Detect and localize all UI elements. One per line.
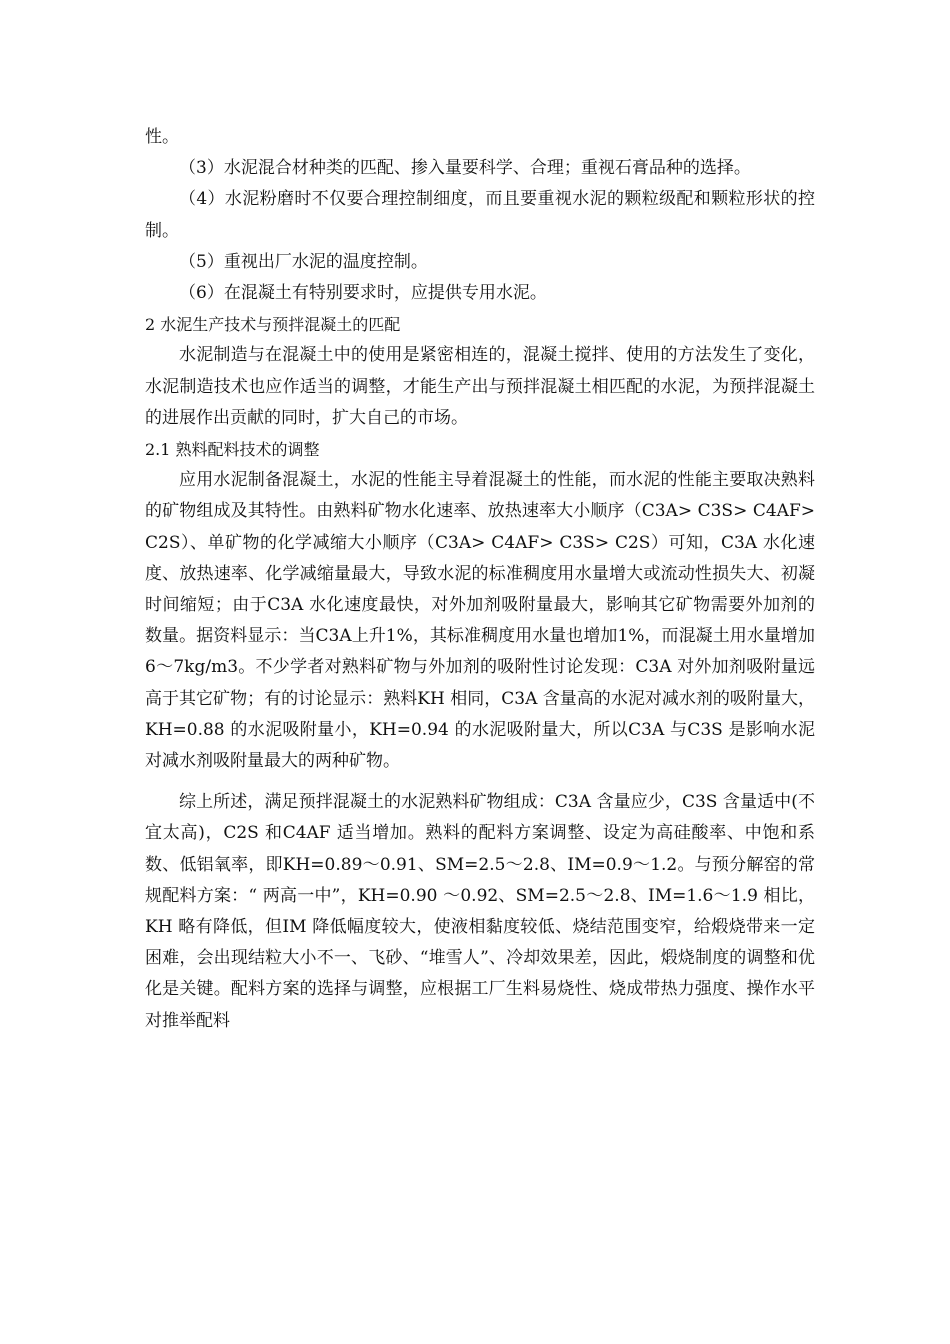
body-paragraph: 性。 [145, 127, 179, 147]
body-paragraph: 应用水泥制备混凝土，水泥的性能主导着混凝土的性能，而水泥的性能主要取决熟料的矿物组成及其特性。由熟料矿物水化速率、放热速率大小顺序（C3A> C3S> C4AF> C2S）、单矿物的化学减缩大小顺序（C3A> C4AF> C3S> C2S）可知，C3A 水化速度、放热速率、化学减缩量最大，导致水泥的标准稠度用水量增大或流动性损失大、初凝时间缩短；由于C3A 水化速度最快，对外加剂吸附量最大，影响其它矿物需要外加剂的数量。据资料显示：当C3A上升1%，其标准稠度用水量也增加1%，而混凝土用水量增加6～7kg/m3。不少学者对熟料矿物与外加剂的吸附性讨论发现：C3A 对外加剂吸附量远高于其它矿物；有的讨论显示：熟料KH 相同，C3A 含量高的水泥对减水剂的吸附量大，KH=0.88 的水泥吸附量小，KH=0.94 的水泥吸附量大，所以C3A 与C3S 是影响水泥对减水剂吸附量最大的两种矿物。 [145, 470, 815, 772]
body-paragraph: （4）水泥粉磨时不仅要合理控制细度，而且要重视水泥的颗粒级配和颗粒形状的控制。 [145, 189, 815, 241]
section-heading: 2.1 熟料配料技术的调整 [145, 440, 320, 460]
body-paragraph: 水泥制造与在混凝土中的使用是紧密相连的，混凝土搅拌、使用的方法发生了变化，水泥制造技术也应作适当的调整，才能生产出与预拌混凝土相匹配的水泥，为预拌混凝土的进展作出贡献的同时，扩大自己的市场。 [145, 345, 815, 428]
body-paragraph: （6）在混凝土有特别要求时，应提供专用水泥。 [179, 283, 547, 304]
body-paragraph: （5）重视出厂水泥的温度控制。 [179, 251, 428, 272]
section-heading: 2 水泥生产技术与预拌混凝土的匹配 [145, 315, 401, 335]
body-paragraph: 综上所述，满足预拌混凝土的水泥熟料矿物组成：C3A 含量应少，C3S 含量适中(不宜太高)，C2S 和C4AF 适当增加。熟料的配料方案调整、设定为高硅酸率、中饱和系数、低铝氧率，即KH=0.89～0.91、SM=2.5～2.8、IM=0.9～1.2。与预分解窑的常规配料方案：“ 两高一中”，KH=0.90 ～0.92、SM=2.5～2.8、IM=1.6～1.9 相比，KH 略有降低，但IM 降低幅度较大，使液相黏度较低、烧结范围变窄，给煅烧带来一定困难，会出现结粒大小不一、飞砂、“堆雪人”、冷却效果差，因此，煅烧制度的调整和优化是关键。配料方案的选择与调整，应根据工厂生料易烧性、烧成带热力强度、操作水平对推举配料 [145, 792, 815, 1031]
paragraph-gap [145, 777, 815, 787]
document-body [145, 122, 815, 1037]
body-paragraph: （3）水泥混合材种类的匹配、掺入量要科学、合理；重视石膏品种的选择。 [179, 158, 751, 179]
